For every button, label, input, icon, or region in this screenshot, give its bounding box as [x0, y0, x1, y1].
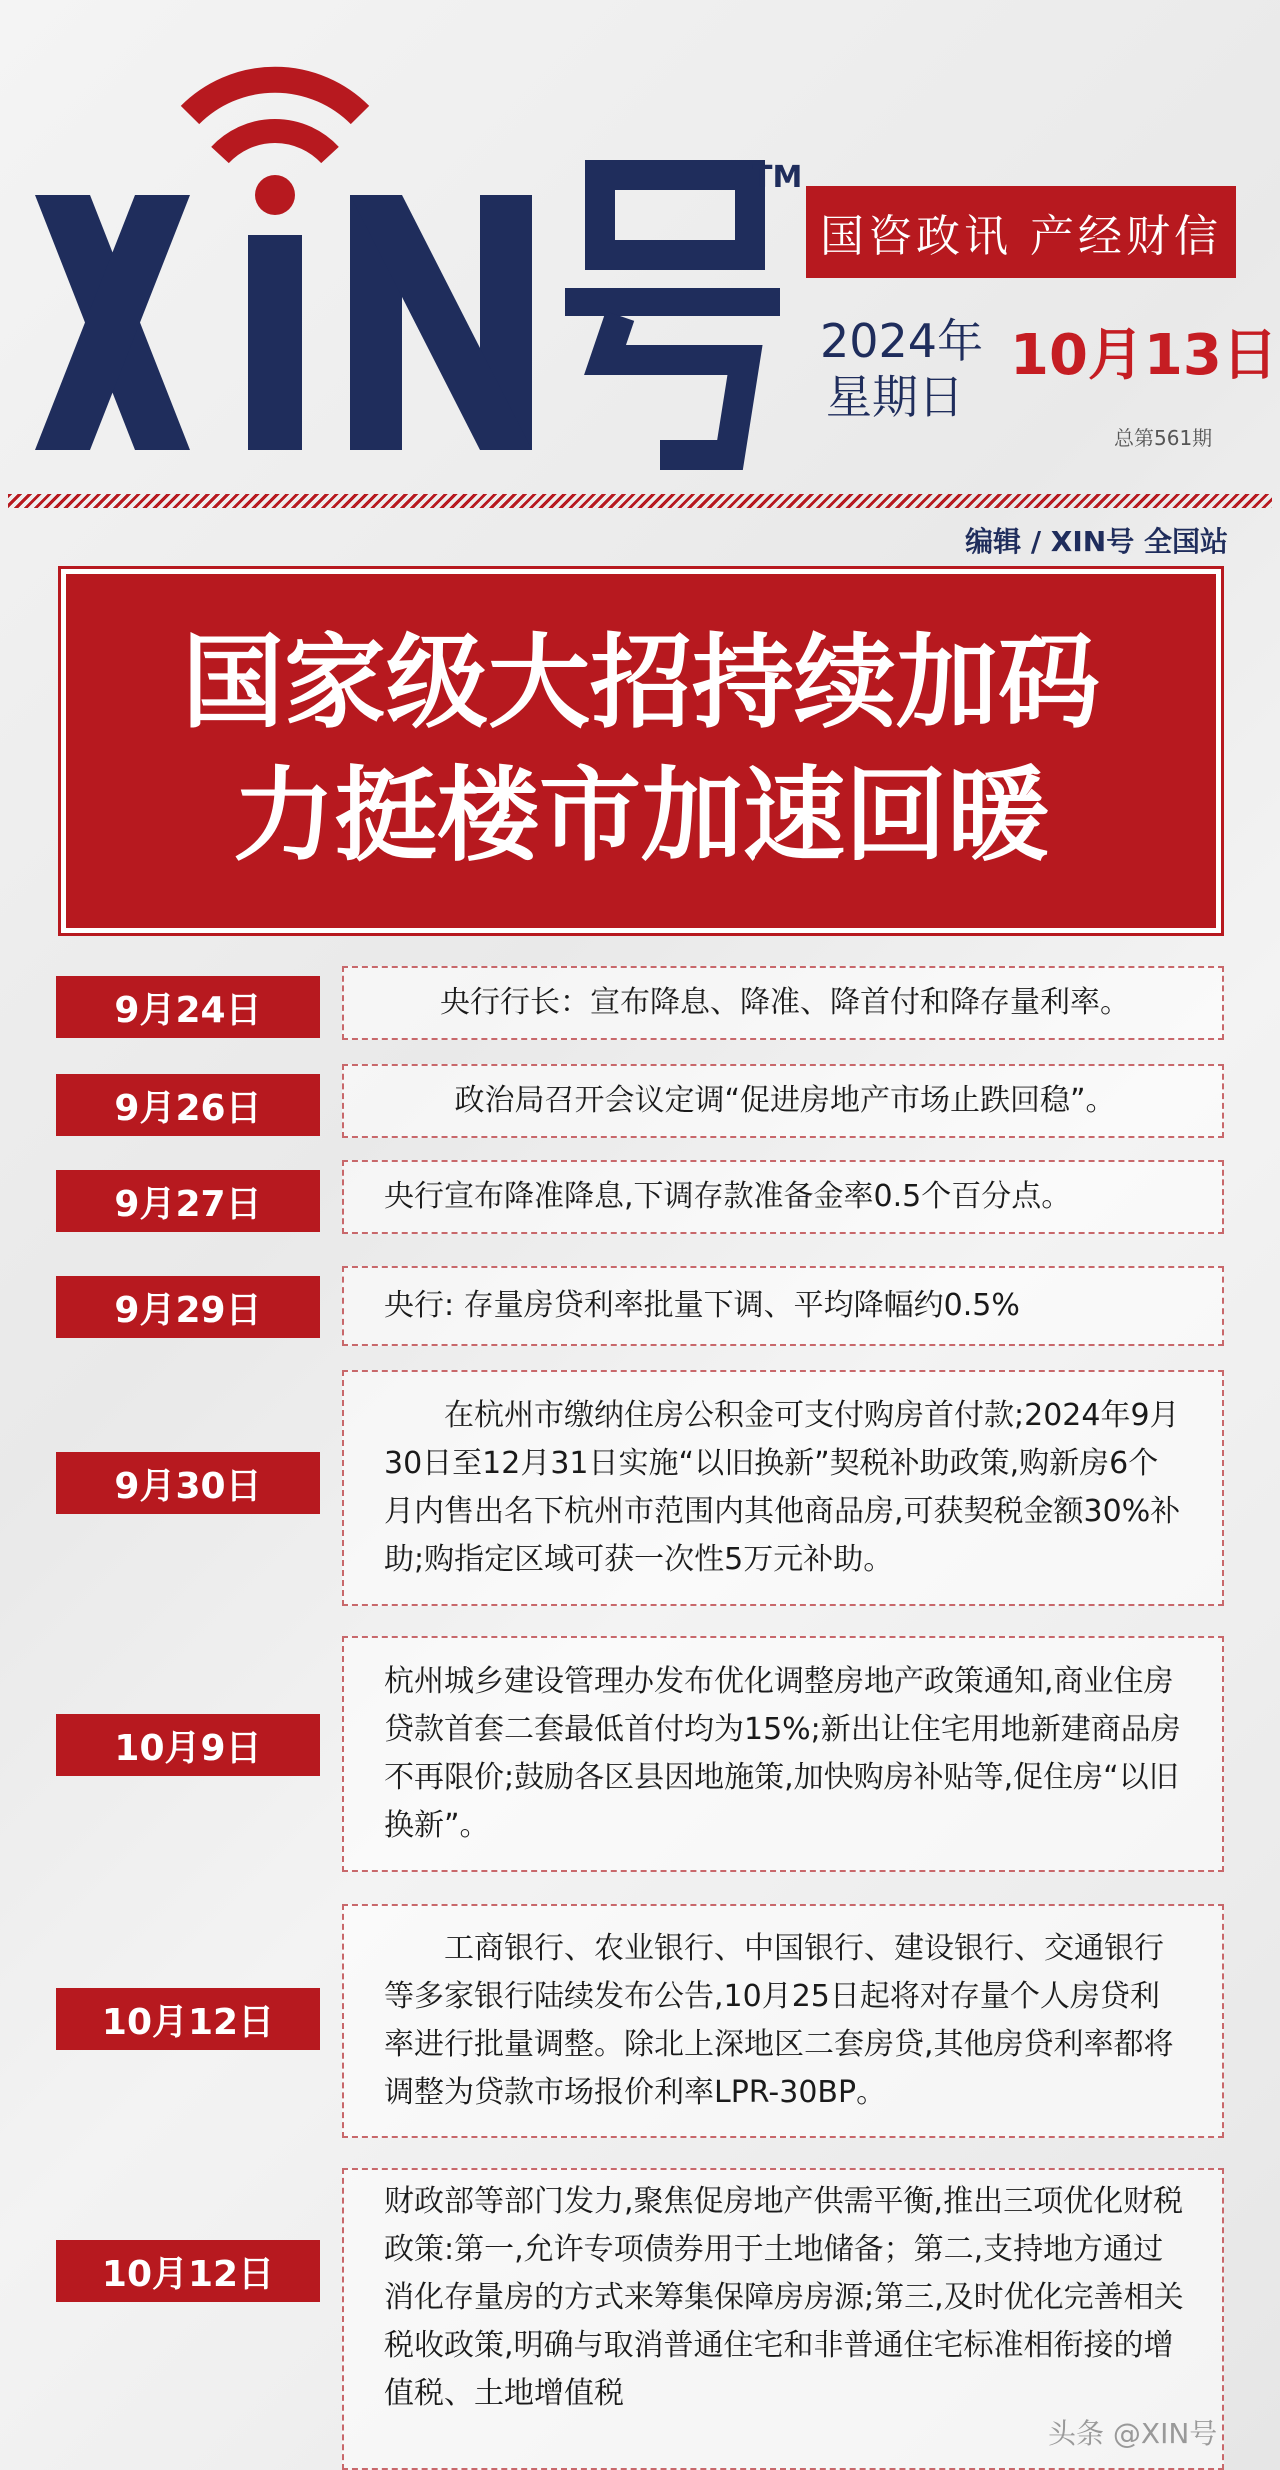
- timeline-text: 工商银行、农业银行、中国银行、建设银行、交通银行等多家银行陆续发布公告,10月25日起将对存量个人房贷利率进行批量调整。除北上深地区二套房贷,其他房贷利率都将调整为贷款市场报价利率LPR-30BP。: [342, 1904, 1224, 2138]
- masthead: [0, 0, 1280, 558]
- timeline-date: 9月27日: [56, 1170, 320, 1232]
- hatched-divider: [8, 494, 1272, 508]
- timeline-date: 10月9日: [56, 1714, 320, 1776]
- timeline-date: 10月12日: [56, 1988, 320, 2050]
- issue-year: 2024年: [820, 314, 984, 368]
- timeline-text: 在杭州市缴纳住房公积金可支付购房首付款;2024年9月30日至12月31日实施“以旧换新”契税补助政策,购新房6个月内售出名下杭州市范围内其他商品房,可获契税金额30%补助;购指定区域可获一次性5万元补助。: [342, 1370, 1224, 1606]
- timeline-text: 政治局召开会议定调“促进房地产市场止跌回稳”。: [342, 1064, 1224, 1138]
- editor-credit: 编辑 / XIN号 全国站: [965, 525, 1228, 558]
- timeline-date: 9月30日: [56, 1452, 320, 1514]
- slogan-banner: 国咨政讯 产经财信: [806, 186, 1236, 278]
- xin-logo: [20, 60, 780, 480]
- watermark: 头条 @XIN号: [1048, 2417, 1218, 2450]
- headline-line-1: 国家级大招持续加码: [182, 624, 1100, 744]
- timeline-text: 财政部等部门发力,聚焦促房地产供需平衡,推出三项优化财税 政策:第一,允许专项债券用于土地储备；第二,支持地方通过消化存量房的方式来筹集保障房房源;第三,及时优化完善相关税收政策,明确与取消普通住宅和非普通住宅标准相衔接的增值税、土地增值税: [342, 2168, 1224, 2470]
- timeline-text: 央行宣布降准降息,下调存款准备金率0.5个百分点。: [342, 1160, 1224, 1234]
- timeline-date: 9月26日: [56, 1074, 320, 1136]
- timeline-text: 央行: 存量房贷利率批量下调、平均降幅约0.5%: [342, 1266, 1224, 1346]
- timeline-date: 10月12日: [56, 2240, 320, 2302]
- issue-weekday: 星期日: [826, 370, 964, 424]
- timeline-text: 央行行长：宣布降息、降准、降首付和降存量利率。: [342, 966, 1224, 1040]
- issue-number: 总第561期: [1114, 426, 1213, 450]
- trademark: TM: [752, 160, 803, 195]
- headline-banner: [66, 574, 1216, 928]
- timeline-text: 杭州城乡建设管理办发布优化调整房地产政策通知,商业住房贷款首套二套最低首付均为15%;新出让住宅用地新建商品房不再限价;鼓励各区县因地施策,加快购房补贴等,促住房“以旧换新”。: [342, 1636, 1224, 1872]
- timeline-date: 9月24日: [56, 976, 320, 1038]
- timeline-date: 9月29日: [56, 1276, 320, 1338]
- issue-date: 10月13日: [1010, 323, 1278, 388]
- headline-line-2: 力挺楼市加速回暖: [233, 757, 1049, 876]
